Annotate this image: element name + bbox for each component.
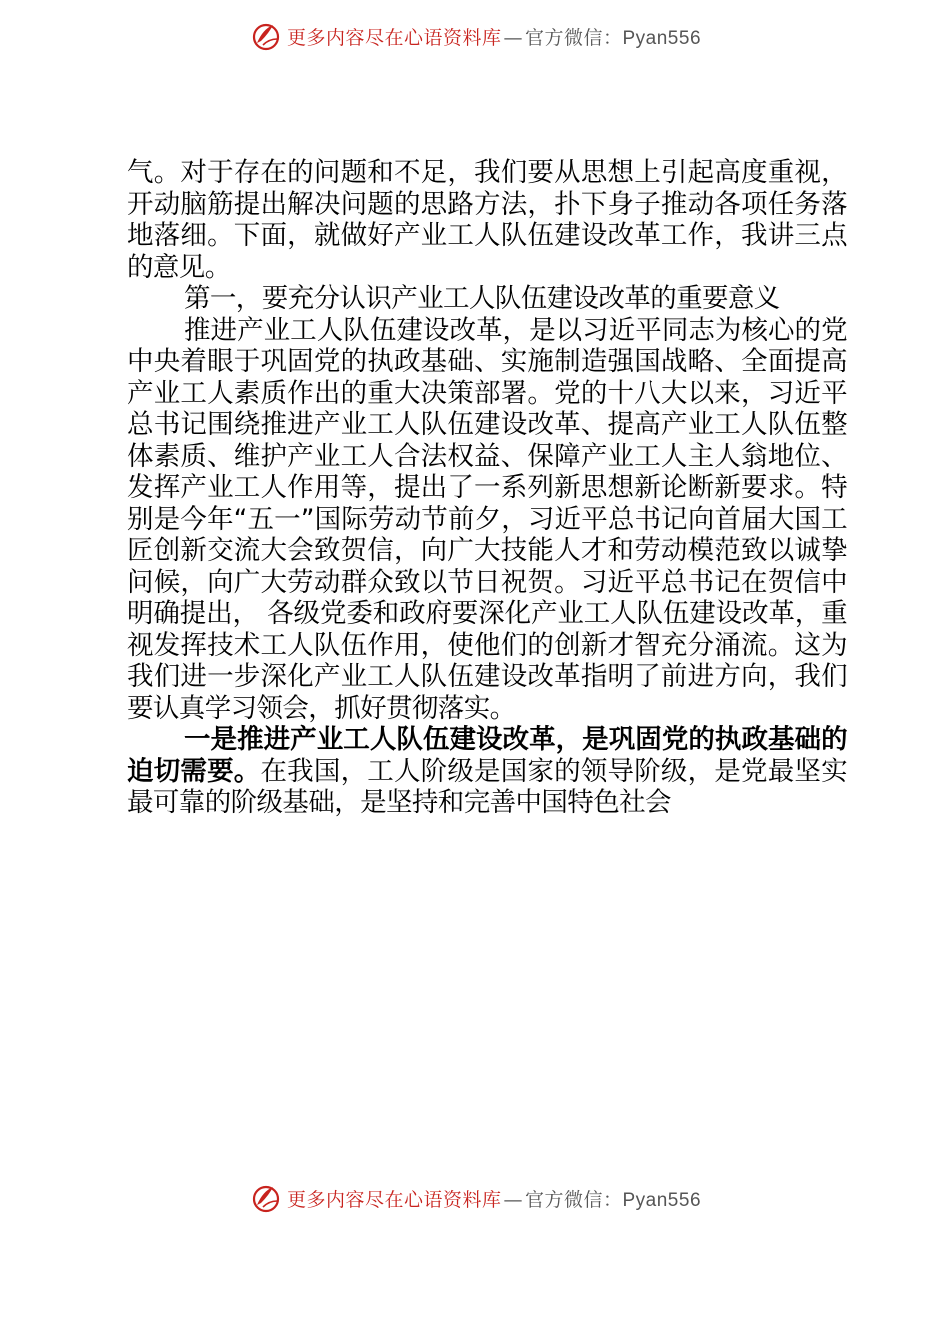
paragraph xyxy=(127,724,847,819)
watermark-text: 更多内容尽在心语资料库 — 官方微信：Pyan556 xyxy=(286,1188,702,1211)
paragraph: 推进产业工人队伍建设改革，是以习近平同志为核心的党中央着眼于巩固党的执政基础、实施制造强国战略、全面提高产业工人素质作出的重大决策部署。党的十八大以来，习近平总书记围绕推进产业工人队伍建设改革、提高产业工人队伍整体素质、维护产业工人合法权益、保障产业工人主人翁地位、发挥产业工人作用等，提出了一系列新思想新论断新要求。特别是今年“五一”国际劳动节前夕，习近平总书记向首届大国工匠创新交流大会致贺信，向广大技能人才和劳动模范致以诚挚问候，向广大劳动群众致以节日祝贺。习近平总书记在贺信中明确提出， 各级党委和政府要深化产业工人队伍建设改革，重视发挥技术工人队伍作用，使他们的创新才智充分涌流。这为我们进一步深化产业工人队伍建设改革指明了前进方向，我们要认真学习领会，抓好贯彻落实。 xyxy=(127,314,847,724)
point-heading: 一是推进产业工人队伍建设改革，是巩固党的执政基础的迫切需要。 xyxy=(127,724,847,787)
document-body xyxy=(127,157,847,819)
library-logo-icon xyxy=(249,1181,283,1215)
paragraph: 气。对于存在的问题和不足，我们要从思想上引起高度重视，开动脑筋提出解决问题的思路方法，扑下身子推动各项任务落地落细。下面，就做好产业工人队伍建设改革工作，我讲三点的意见。 xyxy=(127,157,847,283)
section-heading: 第一，要充分认识产业工人队伍建设改革的重要意义 xyxy=(184,283,780,314)
footer-watermark xyxy=(0,1178,950,1218)
header-watermark xyxy=(0,16,950,56)
paragraph-text: 在我国，工人阶级是国家的领导阶级，是党最坚实最可靠的阶级基础，是坚持和完善中国特色社会 xyxy=(127,755,847,818)
watermark-text: 更多内容尽在心语资料库 — 官方微信：Pyan556 xyxy=(286,26,702,49)
library-logo-icon xyxy=(249,19,283,53)
